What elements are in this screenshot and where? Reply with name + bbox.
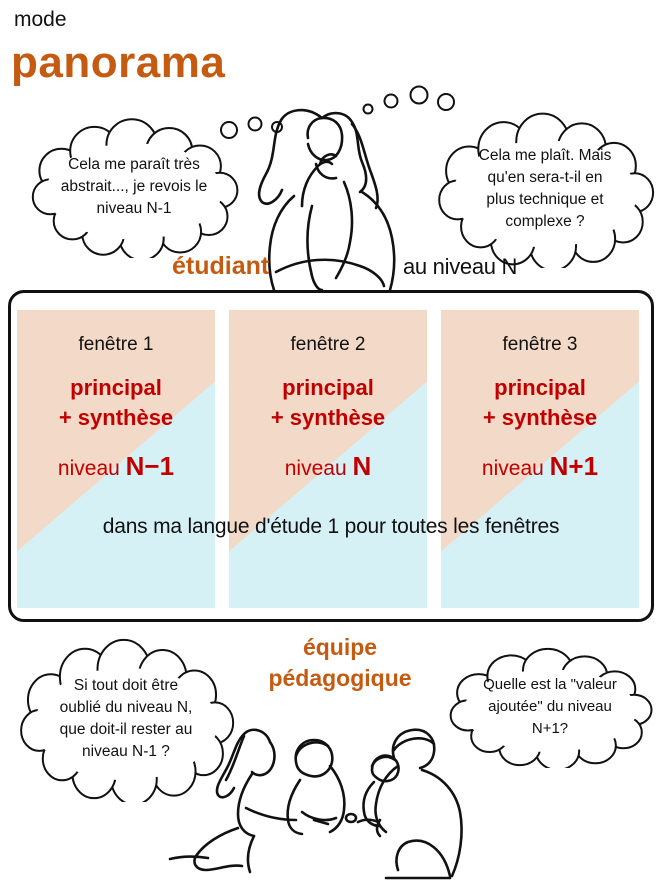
window-level: niveau N+1 bbox=[481, 451, 599, 481]
bubble-line: niveau N-1 bbox=[96, 200, 172, 217]
thought-bubble-student-left bbox=[24, 116, 244, 258]
window-main-text: principal bbox=[282, 375, 374, 400]
page-title: panorama bbox=[11, 38, 226, 87]
bubble-line: N+1? bbox=[531, 720, 569, 737]
panorama-panel bbox=[8, 290, 654, 622]
bubble-line: que doit-il rester au bbox=[59, 721, 193, 738]
window-title: fenêtre 3 bbox=[502, 334, 578, 355]
bubble-line: Si tout doit être bbox=[73, 677, 179, 694]
window-level: niveau N−1 bbox=[57, 451, 175, 481]
window-level: niveau N bbox=[284, 451, 372, 481]
window-title: fenêtre 2 bbox=[290, 334, 366, 355]
bubble-line: niveau N-1 ? bbox=[82, 743, 170, 760]
window-1 bbox=[17, 310, 215, 608]
window-title: fenêtre 1 bbox=[78, 334, 154, 355]
window-plus-text: + synthèse bbox=[58, 405, 174, 430]
bubble-line: Quelle est la "valeur bbox=[483, 676, 617, 693]
window-plus-text: + synthèse bbox=[270, 405, 386, 430]
bubble-line: plus technique et bbox=[486, 191, 604, 208]
student-label: étudiant bbox=[172, 252, 270, 280]
window-2 bbox=[229, 310, 427, 608]
student-level-label: au niveau N bbox=[403, 254, 518, 279]
window-main-text: principal bbox=[70, 375, 162, 400]
thought-bubble-student-right bbox=[430, 110, 660, 268]
mode-kicker: mode bbox=[14, 8, 67, 31]
bubble-line: complexe ? bbox=[505, 213, 585, 230]
bubble-line: abstrait..., je revois le bbox=[60, 178, 208, 195]
bubble-line: Cela me paraît très bbox=[68, 156, 200, 173]
bubble-line: Cela me plaît. Mais bbox=[478, 147, 612, 164]
bubble-line: qu'en sera-t-il en bbox=[487, 169, 603, 186]
bubble-line: oublié du niveau N, bbox=[59, 699, 193, 716]
team-label: équipe pédagogique bbox=[268, 634, 412, 691]
window-3 bbox=[441, 310, 639, 608]
window-main-text: principal bbox=[494, 375, 586, 400]
panel-footer-text: dans ma langue d'étude 1 pour toutes les fenêtres bbox=[102, 515, 560, 538]
team-drawing bbox=[150, 700, 480, 880]
window-plus-text: + synthèse bbox=[482, 405, 598, 430]
bubble-line: ajoutée" du niveau bbox=[488, 698, 612, 715]
